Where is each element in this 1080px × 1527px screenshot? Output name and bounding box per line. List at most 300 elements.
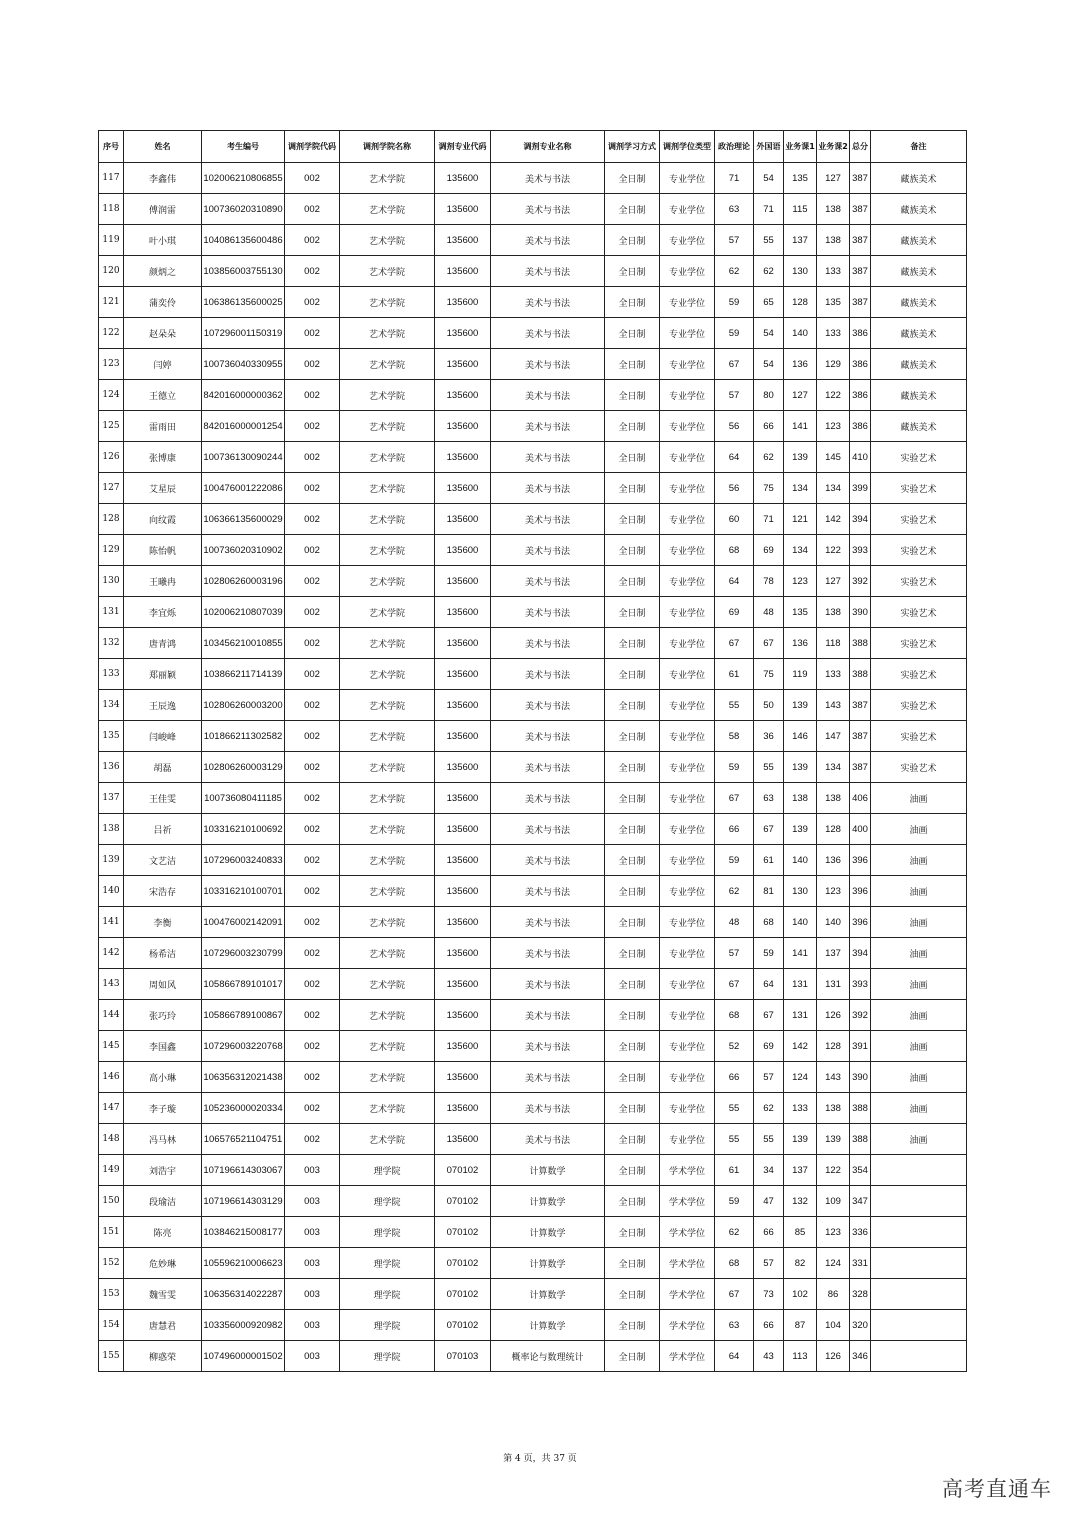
table-row <box>99 380 967 411</box>
cell-major-code: 070102 <box>435 1279 491 1310</box>
cell-name: 魏雪雯 <box>124 1279 202 1310</box>
cell-study-mode: 全日制 <box>605 783 660 814</box>
cell-college-code: 002 <box>285 752 340 783</box>
cell-college-name: 艺术学院 <box>340 628 435 659</box>
cell-politics: 59 <box>715 845 754 876</box>
cell-exam-id: 105866789100867 <box>202 1000 285 1031</box>
cell-degree-type: 专业学位 <box>660 411 715 442</box>
table-row <box>99 163 967 194</box>
cell-college-code: 002 <box>285 256 340 287</box>
cell-politics: 67 <box>715 1279 754 1310</box>
cell-name: 陈亮 <box>124 1217 202 1248</box>
cell-college-code: 002 <box>285 969 340 1000</box>
cell-course-1: 140 <box>784 845 817 876</box>
cell-college-name: 艺术学院 <box>340 349 435 380</box>
cell-name: 张博康 <box>124 442 202 473</box>
cell-college-name: 艺术学院 <box>340 690 435 721</box>
cell-name: 唐慧君 <box>124 1310 202 1341</box>
cell-foreign-language: 62 <box>754 256 784 287</box>
cell-remarks: 油画 <box>871 969 967 1000</box>
cell-college-code: 002 <box>285 783 340 814</box>
cell-college-code: 003 <box>285 1279 340 1310</box>
cell-course-2: 123 <box>817 411 850 442</box>
cell-study-mode: 全日制 <box>605 163 660 194</box>
cell-college-code: 002 <box>285 318 340 349</box>
cell-study-mode: 全日制 <box>605 256 660 287</box>
cell-major-name: 美术与书法 <box>491 194 605 225</box>
cell-name: 王佳雯 <box>124 783 202 814</box>
cell-course-2: 124 <box>817 1248 850 1279</box>
cell-study-mode: 全日制 <box>605 380 660 411</box>
cell-politics: 61 <box>715 659 754 690</box>
cell-seq: 147 <box>99 1093 124 1124</box>
cell-major-name: 美术与书法 <box>491 938 605 969</box>
cell-course-1: 134 <box>784 535 817 566</box>
cell-foreign-language: 80 <box>754 380 784 411</box>
cell-remarks: 油画 <box>871 783 967 814</box>
cell-course-1: 139 <box>784 442 817 473</box>
table-row <box>99 845 967 876</box>
cell-foreign-language: 59 <box>754 938 784 969</box>
cell-course-1: 140 <box>784 318 817 349</box>
cell-remarks: 藏族美术 <box>871 411 967 442</box>
cell-politics: 67 <box>715 969 754 1000</box>
cell-major-name: 美术与书法 <box>491 535 605 566</box>
cell-name: 李宜烁 <box>124 597 202 628</box>
cell-total: 396 <box>850 845 871 876</box>
cell-major-name: 美术与书法 <box>491 659 605 690</box>
table-row <box>99 690 967 721</box>
cell-college-code: 002 <box>285 473 340 504</box>
header-degree-type: 调剂学位类型 <box>660 131 715 163</box>
cell-politics: 55 <box>715 1124 754 1155</box>
cell-college-code: 002 <box>285 1124 340 1155</box>
cell-seq: 132 <box>99 628 124 659</box>
cell-major-code: 135600 <box>435 597 491 628</box>
cell-college-code: 002 <box>285 845 340 876</box>
cell-seq: 148 <box>99 1124 124 1155</box>
cell-course-2: 128 <box>817 1031 850 1062</box>
cell-college-code: 002 <box>285 628 340 659</box>
cell-major-code: 135600 <box>435 690 491 721</box>
cell-major-code: 070102 <box>435 1248 491 1279</box>
cell-course-2: 126 <box>817 1000 850 1031</box>
cell-major-name: 美术与书法 <box>491 597 605 628</box>
cell-college-code: 002 <box>285 1000 340 1031</box>
cell-major-code: 135600 <box>435 1093 491 1124</box>
cell-major-name: 美术与书法 <box>491 473 605 504</box>
header-remarks: 备注 <box>871 131 967 163</box>
cell-degree-type: 专业学位 <box>660 287 715 318</box>
cell-degree-type: 专业学位 <box>660 256 715 287</box>
cell-politics: 67 <box>715 349 754 380</box>
cell-course-1: 123 <box>784 566 817 597</box>
cell-remarks: 实验艺术 <box>871 690 967 721</box>
cell-college-code: 002 <box>285 814 340 845</box>
cell-total: 399 <box>850 473 871 504</box>
cell-seq: 154 <box>99 1310 124 1341</box>
cell-remarks: 藏族美术 <box>871 225 967 256</box>
cell-exam-id: 106386135600025 <box>202 287 285 318</box>
cell-study-mode: 全日制 <box>605 1248 660 1279</box>
cell-foreign-language: 64 <box>754 969 784 1000</box>
cell-major-name: 计算数学 <box>491 1279 605 1310</box>
cell-total: 386 <box>850 349 871 380</box>
cell-study-mode: 全日制 <box>605 690 660 721</box>
cell-foreign-language: 55 <box>754 1124 784 1155</box>
cell-name: 柳惑荣 <box>124 1341 202 1372</box>
cell-foreign-language: 71 <box>754 504 784 535</box>
header-course-2: 业务课2 <box>817 131 850 163</box>
cell-study-mode: 全日制 <box>605 1062 660 1093</box>
cell-course-1: 124 <box>784 1062 817 1093</box>
cell-remarks <box>871 1279 967 1310</box>
cell-seq: 130 <box>99 566 124 597</box>
cell-major-name: 美术与书法 <box>491 442 605 473</box>
cell-college-name: 艺术学院 <box>340 752 435 783</box>
cell-study-mode: 全日制 <box>605 411 660 442</box>
cell-major-code: 070102 <box>435 1217 491 1248</box>
cell-name: 郑丽颖 <box>124 659 202 690</box>
cell-degree-type: 学术学位 <box>660 1248 715 1279</box>
cell-foreign-language: 78 <box>754 566 784 597</box>
cell-course-1: 146 <box>784 721 817 752</box>
cell-college-code: 002 <box>285 659 340 690</box>
cell-remarks: 藏族美术 <box>871 194 967 225</box>
cell-foreign-language: 75 <box>754 659 784 690</box>
cell-course-1: 119 <box>784 659 817 690</box>
table-row <box>99 721 967 752</box>
cell-total: 387 <box>850 256 871 287</box>
table-row <box>99 473 967 504</box>
cell-name: 文艺洁 <box>124 845 202 876</box>
cell-exam-id: 107196614303129 <box>202 1186 285 1217</box>
cell-course-2: 129 <box>817 349 850 380</box>
cell-total: 320 <box>850 1310 871 1341</box>
cell-total: 394 <box>850 504 871 535</box>
cell-total: 390 <box>850 1062 871 1093</box>
cell-total: 336 <box>850 1217 871 1248</box>
cell-college-name: 艺术学院 <box>340 473 435 504</box>
cell-course-2: 127 <box>817 163 850 194</box>
cell-study-mode: 全日制 <box>605 287 660 318</box>
cell-course-1: 139 <box>784 1124 817 1155</box>
cell-name: 李国鑫 <box>124 1031 202 1062</box>
cell-total: 386 <box>850 318 871 349</box>
cell-major-code: 135600 <box>435 194 491 225</box>
cell-foreign-language: 34 <box>754 1155 784 1186</box>
cell-foreign-language: 54 <box>754 349 784 380</box>
cell-college-name: 艺术学院 <box>340 380 435 411</box>
cell-major-code: 135600 <box>435 473 491 504</box>
cell-exam-id: 101866211302582 <box>202 721 285 752</box>
cell-study-mode: 全日制 <box>605 442 660 473</box>
cell-exam-id: 102006210807039 <box>202 597 285 628</box>
cell-college-name: 艺术学院 <box>340 535 435 566</box>
cell-course-2: 133 <box>817 318 850 349</box>
table-row <box>99 628 967 659</box>
cell-college-code: 003 <box>285 1155 340 1186</box>
cell-college-name: 艺术学院 <box>340 566 435 597</box>
cell-name: 陈怡帆 <box>124 535 202 566</box>
header-total: 总分 <box>850 131 871 163</box>
cell-foreign-language: 69 <box>754 1031 784 1062</box>
cell-seq: 117 <box>99 163 124 194</box>
cell-total: 393 <box>850 535 871 566</box>
cell-college-code: 002 <box>285 194 340 225</box>
cell-college-name: 艺术学院 <box>340 442 435 473</box>
cell-degree-type: 专业学位 <box>660 1124 715 1155</box>
cell-remarks: 实验艺术 <box>871 752 967 783</box>
cell-course-2: 143 <box>817 690 850 721</box>
cell-remarks: 实验艺术 <box>871 597 967 628</box>
table-row <box>99 1000 967 1031</box>
cell-degree-type: 专业学位 <box>660 690 715 721</box>
cell-exam-id: 103456210010855 <box>202 628 285 659</box>
cell-politics: 66 <box>715 1062 754 1093</box>
cell-college-code: 002 <box>285 535 340 566</box>
cell-college-name: 艺术学院 <box>340 814 435 845</box>
cell-exam-id: 107296003230799 <box>202 938 285 969</box>
cell-study-mode: 全日制 <box>605 1186 660 1217</box>
cell-college-name: 艺术学院 <box>340 256 435 287</box>
cell-college-name: 理学院 <box>340 1186 435 1217</box>
cell-total: 388 <box>850 1124 871 1155</box>
cell-college-name: 艺术学院 <box>340 969 435 1000</box>
cell-course-2: 122 <box>817 1155 850 1186</box>
cell-course-1: 135 <box>784 163 817 194</box>
cell-course-2: 138 <box>817 783 850 814</box>
cell-seq: 134 <box>99 690 124 721</box>
cell-seq: 123 <box>99 349 124 380</box>
cell-seq: 129 <box>99 535 124 566</box>
table-row <box>99 783 967 814</box>
cell-exam-id: 107196614303067 <box>202 1155 285 1186</box>
cell-politics: 63 <box>715 1310 754 1341</box>
cell-foreign-language: 66 <box>754 1310 784 1341</box>
cell-seq: 151 <box>99 1217 124 1248</box>
cell-politics: 56 <box>715 411 754 442</box>
cell-major-name: 计算数学 <box>491 1310 605 1341</box>
table-row <box>99 1217 967 1248</box>
cell-degree-type: 专业学位 <box>660 349 715 380</box>
cell-major-name: 美术与书法 <box>491 380 605 411</box>
cell-course-1: 132 <box>784 1186 817 1217</box>
header-major-name: 调剂专业名称 <box>491 131 605 163</box>
cell-major-code: 135600 <box>435 225 491 256</box>
cell-exam-id: 102806260003200 <box>202 690 285 721</box>
cell-major-name: 美术与书法 <box>491 814 605 845</box>
cell-course-1: 142 <box>784 1031 817 1062</box>
cell-remarks: 油画 <box>871 1031 967 1062</box>
cell-course-2: 122 <box>817 535 850 566</box>
cell-college-name: 艺术学院 <box>340 1124 435 1155</box>
admission-table <box>98 130 967 1372</box>
cell-course-2: 133 <box>817 256 850 287</box>
cell-total: 400 <box>850 814 871 845</box>
cell-degree-type: 专业学位 <box>660 628 715 659</box>
cell-course-1: 139 <box>784 814 817 845</box>
cell-foreign-language: 69 <box>754 535 784 566</box>
cell-course-1: 138 <box>784 783 817 814</box>
cell-major-code: 135600 <box>435 256 491 287</box>
cell-total: 387 <box>850 721 871 752</box>
header-study-mode: 调剂学习方式 <box>605 131 660 163</box>
cell-remarks: 藏族美术 <box>871 256 967 287</box>
cell-politics: 59 <box>715 287 754 318</box>
cell-degree-type: 专业学位 <box>660 225 715 256</box>
cell-foreign-language: 81 <box>754 876 784 907</box>
cell-exam-id: 106356312021438 <box>202 1062 285 1093</box>
cell-course-1: 115 <box>784 194 817 225</box>
cell-major-name: 美术与书法 <box>491 566 605 597</box>
cell-exam-id: 106356314022287 <box>202 1279 285 1310</box>
cell-college-name: 艺术学院 <box>340 287 435 318</box>
cell-study-mode: 全日制 <box>605 969 660 1000</box>
cell-remarks: 藏族美术 <box>871 349 967 380</box>
cell-degree-type: 专业学位 <box>660 473 715 504</box>
cell-exam-id: 104086135600486 <box>202 225 285 256</box>
cell-college-code: 002 <box>285 566 340 597</box>
cell-exam-id: 107296003240833 <box>202 845 285 876</box>
cell-foreign-language: 67 <box>754 1000 784 1031</box>
cell-course-1: 131 <box>784 1000 817 1031</box>
cell-degree-type: 专业学位 <box>660 938 715 969</box>
header-seq: 序号 <box>99 131 124 163</box>
cell-remarks <box>871 1186 967 1217</box>
cell-college-code: 002 <box>285 1031 340 1062</box>
cell-degree-type: 专业学位 <box>660 783 715 814</box>
cell-degree-type: 专业学位 <box>660 442 715 473</box>
cell-college-name: 艺术学院 <box>340 1000 435 1031</box>
cell-major-name: 美术与书法 <box>491 721 605 752</box>
cell-total: 390 <box>850 597 871 628</box>
cell-name: 吕祈 <box>124 814 202 845</box>
cell-major-name: 美术与书法 <box>491 690 605 721</box>
cell-name: 叶小琪 <box>124 225 202 256</box>
cell-college-name: 艺术学院 <box>340 659 435 690</box>
cell-course-2: 118 <box>817 628 850 659</box>
cell-major-name: 美术与书法 <box>491 411 605 442</box>
table-row <box>99 907 967 938</box>
cell-study-mode: 全日制 <box>605 504 660 535</box>
cell-college-name: 艺术学院 <box>340 411 435 442</box>
cell-course-2: 128 <box>817 814 850 845</box>
cell-course-2: 147 <box>817 721 850 752</box>
cell-name: 王曦冉 <box>124 566 202 597</box>
cell-politics: 69 <box>715 597 754 628</box>
cell-seq: 136 <box>99 752 124 783</box>
table-row <box>99 256 967 287</box>
cell-degree-type: 学术学位 <box>660 1341 715 1372</box>
cell-exam-id: 107296003220768 <box>202 1031 285 1062</box>
cell-foreign-language: 62 <box>754 442 784 473</box>
cell-remarks: 油画 <box>871 907 967 938</box>
cell-course-1: 85 <box>784 1217 817 1248</box>
cell-study-mode: 全日制 <box>605 1217 660 1248</box>
cell-major-code: 135600 <box>435 566 491 597</box>
cell-course-2: 138 <box>817 1093 850 1124</box>
cell-total: 331 <box>850 1248 871 1279</box>
cell-college-name: 理学院 <box>340 1279 435 1310</box>
cell-course-2: 131 <box>817 969 850 1000</box>
cell-remarks <box>871 1248 967 1279</box>
cell-seq: 140 <box>99 876 124 907</box>
cell-seq: 149 <box>99 1155 124 1186</box>
cell-major-name: 美术与书法 <box>491 969 605 1000</box>
cell-seq: 121 <box>99 287 124 318</box>
cell-politics: 58 <box>715 721 754 752</box>
cell-remarks: 实验艺术 <box>871 504 967 535</box>
cell-major-code: 135600 <box>435 876 491 907</box>
cell-study-mode: 全日制 <box>605 349 660 380</box>
cell-remarks: 油画 <box>871 876 967 907</box>
cell-politics: 59 <box>715 318 754 349</box>
cell-major-code: 135600 <box>435 380 491 411</box>
cell-major-name: 概率论与数理统计 <box>491 1341 605 1372</box>
cell-major-code: 135600 <box>435 442 491 473</box>
table-row <box>99 876 967 907</box>
table-row <box>99 1155 967 1186</box>
cell-remarks: 实验艺术 <box>871 566 967 597</box>
cell-politics: 55 <box>715 1093 754 1124</box>
cell-foreign-language: 48 <box>754 597 784 628</box>
cell-course-2: 143 <box>817 1062 850 1093</box>
cell-foreign-language: 47 <box>754 1186 784 1217</box>
cell-name: 高小琳 <box>124 1062 202 1093</box>
cell-course-1: 137 <box>784 225 817 256</box>
cell-degree-type: 专业学位 <box>660 1000 715 1031</box>
cell-politics: 67 <box>715 628 754 659</box>
cell-course-2: 134 <box>817 473 850 504</box>
cell-college-name: 艺术学院 <box>340 194 435 225</box>
cell-college-code: 002 <box>285 876 340 907</box>
cell-college-name: 艺术学院 <box>340 1031 435 1062</box>
cell-seq: 142 <box>99 938 124 969</box>
cell-college-code: 002 <box>285 163 340 194</box>
cell-seq: 125 <box>99 411 124 442</box>
header-college-code: 调剂学院代码 <box>285 131 340 163</box>
cell-exam-id: 842016000000362 <box>202 380 285 411</box>
cell-exam-id: 100736020310890 <box>202 194 285 225</box>
cell-remarks <box>871 1217 967 1248</box>
cell-major-name: 计算数学 <box>491 1155 605 1186</box>
cell-major-code: 070103 <box>435 1341 491 1372</box>
cell-name: 周如风 <box>124 969 202 1000</box>
cell-foreign-language: 73 <box>754 1279 784 1310</box>
cell-total: 388 <box>850 1093 871 1124</box>
cell-major-code: 135600 <box>435 783 491 814</box>
cell-politics: 62 <box>715 1217 754 1248</box>
cell-degree-type: 专业学位 <box>660 566 715 597</box>
table-row <box>99 287 967 318</box>
cell-study-mode: 全日制 <box>605 194 660 225</box>
cell-exam-id: 103356000920982 <box>202 1310 285 1341</box>
cell-college-name: 理学院 <box>340 1341 435 1372</box>
cell-seq: 137 <box>99 783 124 814</box>
cell-course-1: 130 <box>784 876 817 907</box>
cell-politics: 56 <box>715 473 754 504</box>
cell-study-mode: 全日制 <box>605 876 660 907</box>
cell-total: 386 <box>850 411 871 442</box>
cell-major-code: 135600 <box>435 628 491 659</box>
cell-course-1: 133 <box>784 1093 817 1124</box>
cell-study-mode: 全日制 <box>605 814 660 845</box>
cell-seq: 135 <box>99 721 124 752</box>
cell-name: 向纹霞 <box>124 504 202 535</box>
table-row <box>99 194 967 225</box>
cell-degree-type: 专业学位 <box>660 845 715 876</box>
